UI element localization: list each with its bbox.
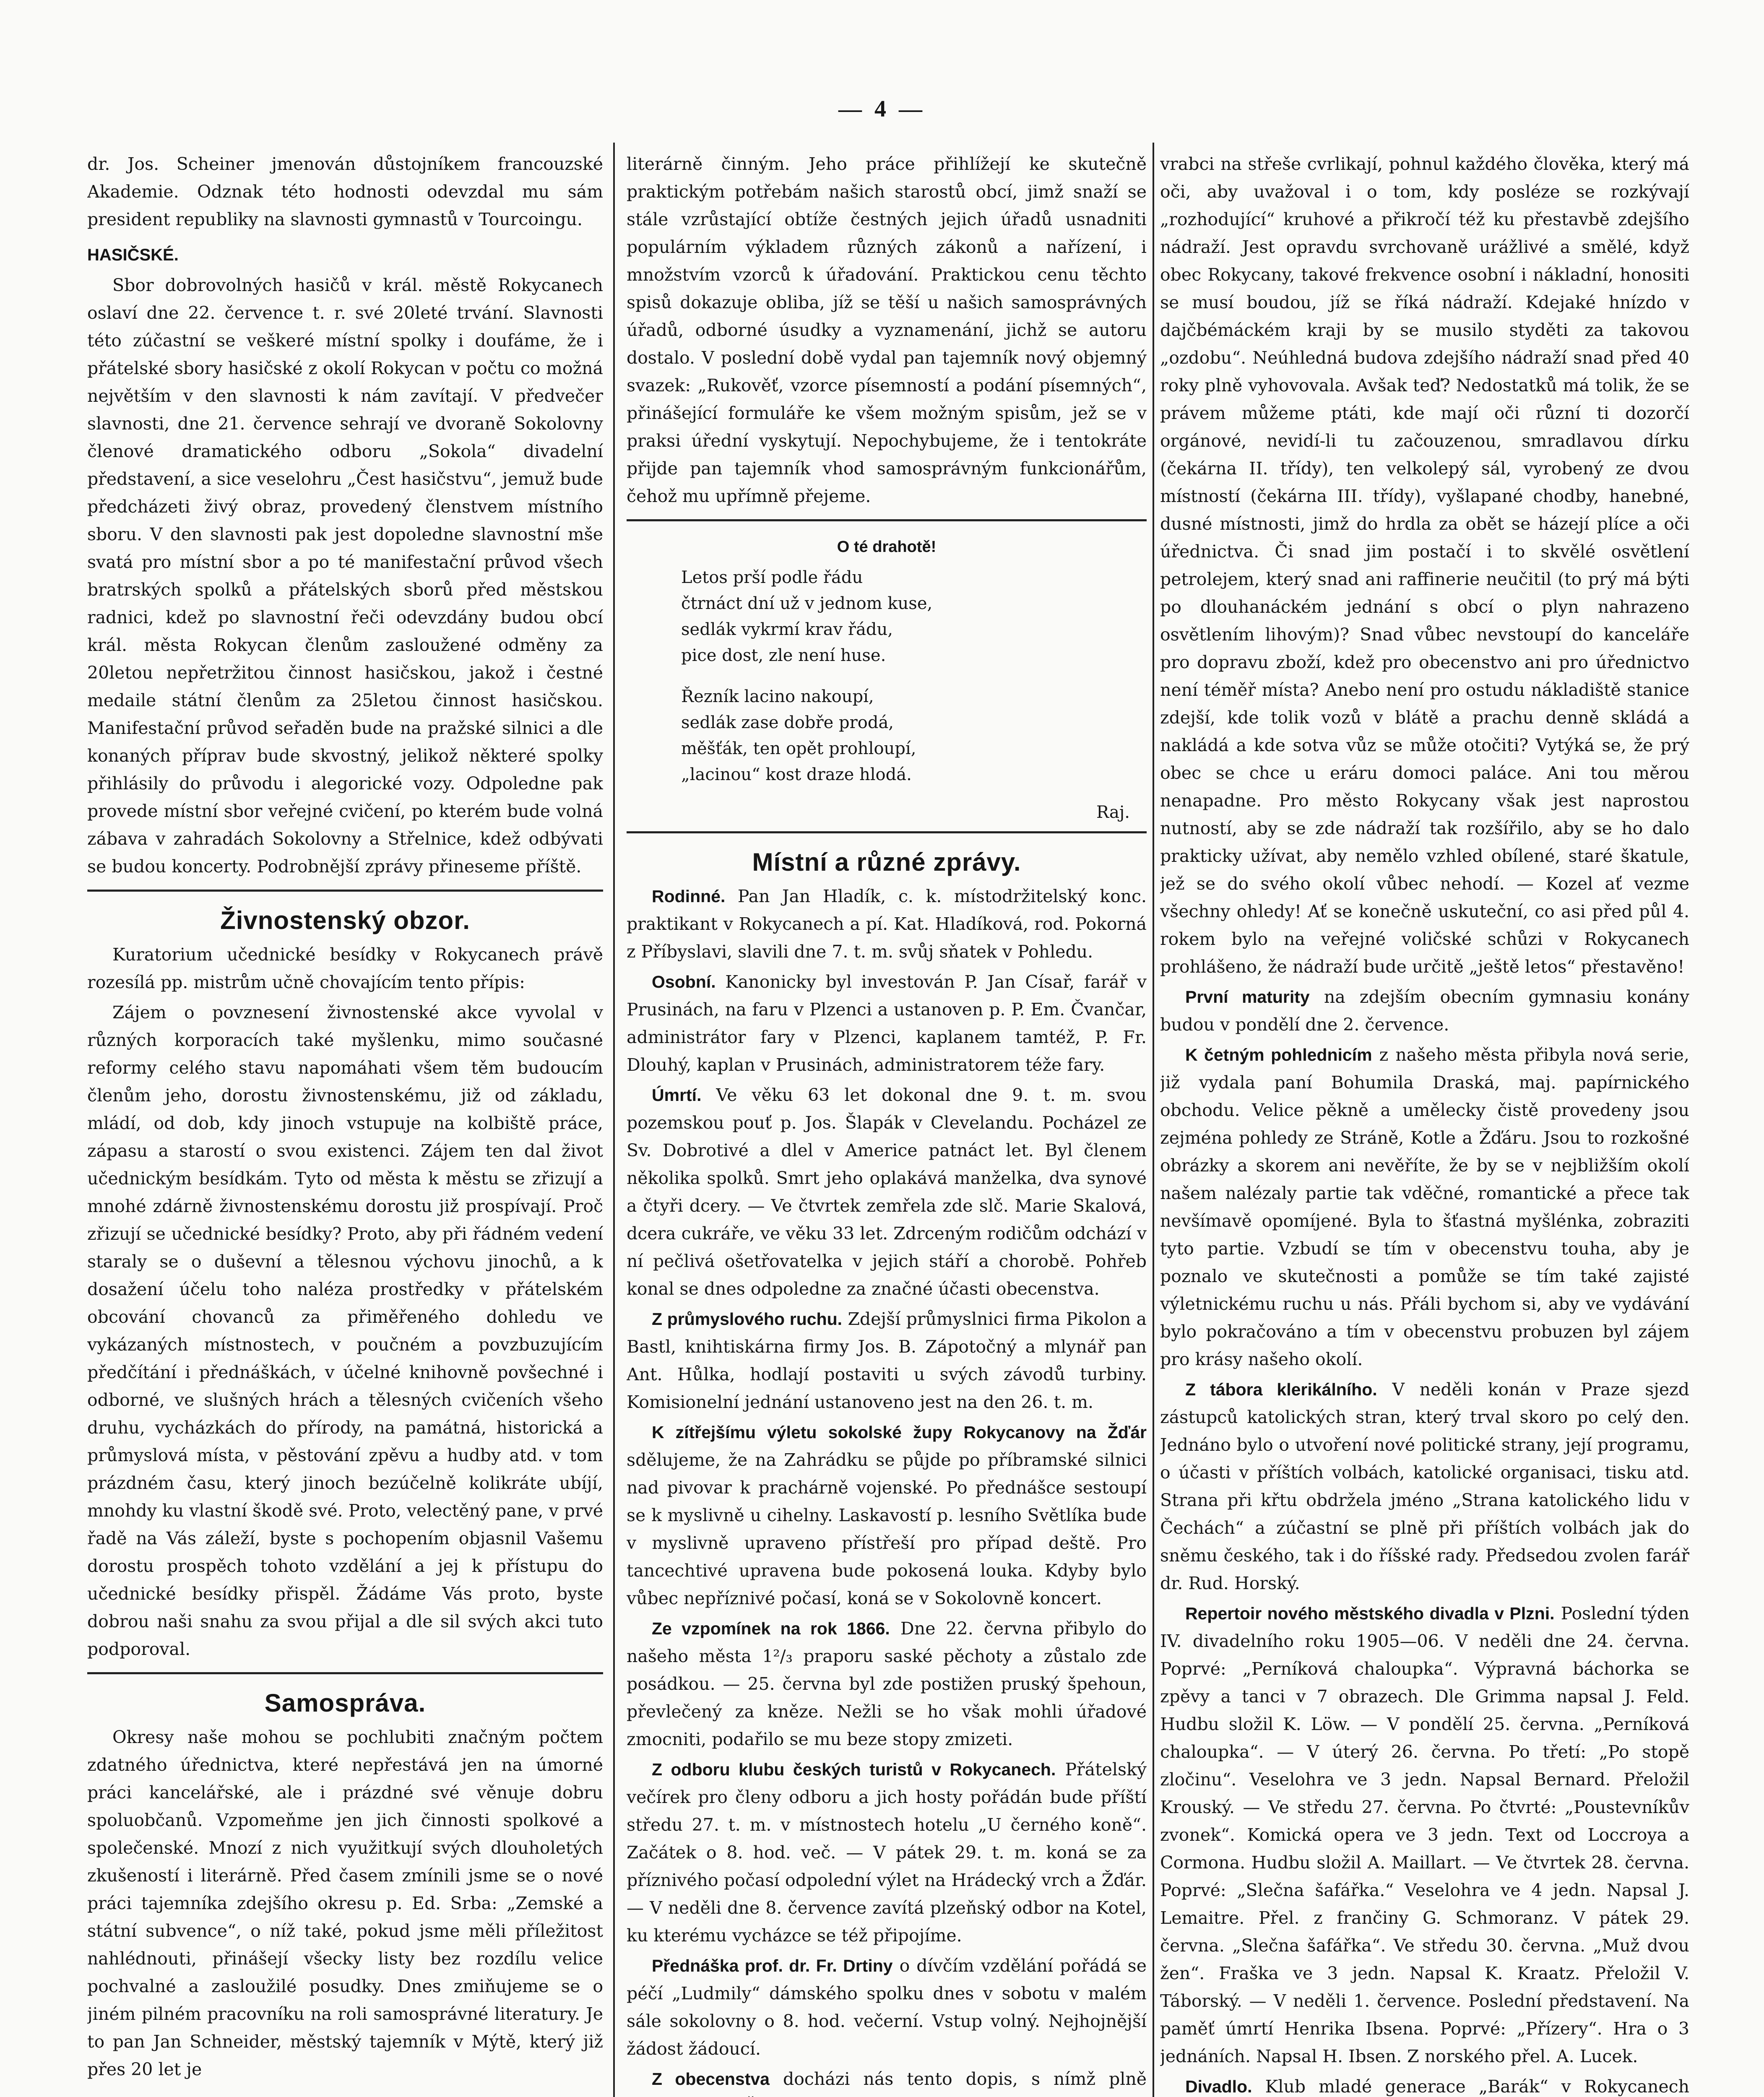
news-drtina (627, 1952, 1147, 2063)
article-samosprava-cont: literárně činným. Jeho práce přihlížejí ke skutečně praktickým potřebám našich starostů obcí, jimž snaží se stále vzrůstající obtíže čestných jejich úřadů usnadniti populárním výkladem různých zákonů a nařízení, i množstvím vzorců k úřadování. Praktickou cenu těchto spisů dokazuje obliba, jíž se těší u našich samosprávných úřadů, odborné úsudky a vyznamenání, jichž se autoru dostalo. V poslední době vydal pan tajemník nový objemný svazek: „Rukověť, vzorce písemností a podání písemných“, přinášející formuláře ke všem možným spisům, jež se v praksi úřední vyskytují. Nepochybujeme, že i tentokráte přijde pan tajemník vhod samosprávným funkcionářům, čehož mu upřímně přejeme. (627, 154, 1147, 506)
section-rule (87, 1672, 603, 1674)
news-text: Klub mladé generace „Barák“ v Rokycanech (1265, 2076, 1689, 2097)
poem-line: pice dost, zle není huse. (681, 646, 886, 665)
poem-line: „lacinou“ kost draze hlodá. (681, 765, 912, 784)
news-heading: Ze vzpomínek na rok 1866. (652, 1619, 890, 1638)
news-text: docházi nás tento dopis, s nímž plně (783, 2069, 1147, 2089)
column-1 (87, 150, 603, 2097)
news-text: Zdejší průmyslnici firma Pikolon a Bastl, knihtiskárna firmy Jos. B. Zápotočný a mlynář pan Ant. Hůlka, hodlají postaviti u svých závodů turbiny. Komisionelní jednání ustanoveno jest na den 26. t. m. (627, 1309, 1147, 1412)
poem-title: O té drahotě! (837, 538, 937, 556)
news-text: Poslední týden IV. divadelního roku 1905—06. V neděli dne 24. června. Poprvé: „Perníková chaloupka“. Výpravná báchorka se zpěvy a tanci v 7 obrazech. Dle Grimma napsal J. Feld. Hudbu složil K. Löw. — V pondělí 25. června. „Perníková chaloupka“. — V úterý 26. června. Po třetí: „Po stopě zločinu“. Veselohra ve 3 jedn. Napsal Bernard. Přeložil Krouský. — Ve středu 27. června. Po čtvrté: „Poustevníkův zvonek“. Komická opera ve 3 jedn. Text od Loccroya a Cormona. Hudbu složil A. Maillart. — Ve čtvrtek 28. června. Poprvé: „Slečna šafářka.“ Veselohra ve 4 jedn. Napsal J. Lemaitre. Přel. z frančiny G. Schmoranz. V pátek 29. června. „Slečna šafářka“. Ve středu 30. června. „Muž dvou žen“. Fraška ve 3 jedn. Napsal K. Kraatz. Přeložil V. Táborský. — V neděli 1. července. Poslední představení. Na paměť úmrtí Henrika Ibsena. Poprvé: „Přízery“. Hra o 3 jednáních. Napsal H. Ibsen. Z norského přel. A. Lucek. (1160, 1603, 1689, 2066)
poem (681, 565, 1147, 788)
news-prumysl (627, 1305, 1147, 1416)
news-text: V neděli konán v Praze sjezd zástupců katolických stran, který trval skoro po celý den. Jednáno bylo o utvoření nové politické strany, její programu, o účasti v příštích volbách, katolické organisaci, tisku atd. Strana při křtu obdržela jméno „Strana katolického lidu v Čechách“ a zúčastní se plně při příštích volbách jak do sněmu českého, tak i do říšské rady. Předsedou zvolen farář dr. Rud. Horský. (1160, 1379, 1689, 1593)
column-divider (1153, 143, 1154, 2097)
article-zivnostensky-body: Zájem o povznesení živnostenské akce vyvolal v různých korporacích také myšlenku, mimo současné reformy celého stavu napomáhati všem těm budoucím členům jeho, dorostu živnostenskému, již od základu, mládí, od dob, kdy jinoch vstupuje na kolbiště práce, zápasu a starostí o svou existenci. Zájem ten dal život učednickým besídkám. Tyto od města k městu se zřizují a mnohé zdárně živnostenskému dorostu již prospívají. Proč zřizují se učednické besídky? Proto, aby při řádném vedení staraly se o duševní a tělesnou výchovu jinochů, a k dosažení účelu toho naléza prostředky v přátelském obcování chovanců za přiměřeného dohledu ve vykázaných místnostech, v poučném a povzbuzujícím předčítání i přednáškách, v účelné knihovně povšechné i odborné, ve slušných hrách a tělesných cvičeních všeho druhu, vycházkách do přírody, na památná, historická a průmyslová místa, v pěstování zpěvu a hudby atd. v tom prázdném času, který jinoch bezúčelně kolikráte ubíjí, mnohdy ku vlastní škodě své. Proto, velectěný pane, v prvé řadě na Vás záleží, byste s pochopením objasnil Vašemu dorostu prospěch tohoto vzdělání a jej k přístupu do učednické besídky přispěl. Žádáme Vás proto, byste dobrou naši snahu za svou přijal a dle sil svých akci tuto podporoval. (87, 1002, 603, 1659)
section-title-zivnostensky: Živnostenský obzor. (220, 906, 470, 934)
news-heading: Z odboru klubu českých turistů v Rokycanech. (652, 1760, 1056, 1779)
section-heading-hasicske: HASIČSKÉ. (87, 246, 179, 264)
news-heading: Divadlo. (1185, 2077, 1252, 2096)
page-number: — 4 — (838, 96, 926, 122)
news-heading: Z tábora klerikálního. (1185, 1380, 1377, 1399)
news-repertoir (1160, 1600, 1689, 2070)
news-heading: Z průmyslového ruchu. (652, 1309, 843, 1329)
news-divadlo (1160, 2073, 1689, 2097)
poem-stanza-2 (681, 684, 1147, 788)
article-samosprava: Okresy naše mohou se pochlubiti značným počtem zdatného úřednictva, které nepřestává jen na úmorné práci kancelářské, ale i prázdné své věnuje dobru spoluobčanů. Vzpomeňme jen jich činnosti spolkové a společenské. Mnozí z nich využitkují svých dlouholetých zkušeností i literárně. Před časem zmínili jsme se o nové práci tajemníka zdejšího okresu p. Ed. Srba: „Zemské a státní subvence“, o níž také, pokud jsme měli příležitost nahlédnouti, přinášejí všecky listy bez rozdílu velice pochvalné a zasloužilé posudky. Dnes zmiňujeme se o jiném pilném pracovníku na roli samosprávné literatury. Je to pan Jan Schneider, městský tajemník v Mýtě, který již přes 20 let je (87, 1727, 603, 2079)
news-klerikal (1160, 1376, 1689, 1597)
news-vzpominek (627, 1615, 1147, 1753)
news-heading: K zítřejšímu výletu sokolské župy Rokycanovy na Žďár (652, 1423, 1147, 1442)
news-maturity (1160, 983, 1689, 1038)
news-heading: Rodinné. (652, 887, 726, 906)
poem-signature: Raj. (1096, 803, 1130, 822)
news-rodinne (627, 882, 1147, 965)
column-3 (1160, 150, 1689, 2097)
poem-line: sedlák zase dobře prodá, (681, 713, 894, 732)
news-heading: K četným pohlednicím (1185, 1045, 1372, 1064)
poem-stanza-1 (681, 565, 1147, 669)
poem-line: měšťák, ten opět prohloupí, (681, 739, 916, 758)
news-vylet (627, 1418, 1147, 1612)
news-text: Pan Jan Hladík, c. k. místodržitelský konc. praktikant v Rokycanech a pí. Kat. Hladíková, rod. Pokorná z Příbyslavi, slavili dne 7. t. m. svůj sňatek v Pohledu. (627, 886, 1147, 962)
article-zivnostensky-intro: Kuratorium učednické besídky v Rokycanech právě rozesílá pp. mistrům učně chovajícím tento přípis: (87, 944, 603, 992)
news-text: na zdejším obecním gymnasiu konány budou v pondělí dne 2. července. (1160, 987, 1689, 1035)
news-obecenstva (627, 2065, 1147, 2097)
news-osobni (627, 968, 1147, 1079)
news-heading: Přednáška prof. dr. Fr. Drtiny (652, 1956, 893, 1975)
column-divider (613, 143, 615, 2097)
poem-line: Řezník lacino nakoupí, (681, 687, 874, 706)
news-pohlednice (1160, 1041, 1689, 1373)
news-heading: Úmrtí. (652, 1085, 702, 1105)
news-text: Ve věku 63 let dokonal dne 9. t. m. svou pozemskou pouť p. Jos. Šlapák v Clevelandu. Pocházel ze Sv. Dobrotivé a dlel v Americe patnáct let. Byl členem několika spolků. Smrt jeho oplakává manželka, dva synové a čtyři dcery. — Ve čtvrtek zemřela zde slč. Marie Skalová, dcera cukráře, ve věku 33 let. Zdrceným rodičům odchází v ní pečlivá ošetřovatelka v jejich stáří a chorobě. Pohřeb konal se dnes odpoledne za značné účasti obecenstva. (627, 1085, 1147, 1299)
poem-line: sedlák vykrmí krav řádu, (681, 620, 893, 639)
article-nadrazi-cont: vrabci na střeše cvrlikají, pohnul každého člověka, který má oči, aby uvažoval i o tom, kdy posléze se rozkývají „rozhodující“ kruhové a přikročí též ku přestavbě zdejšího nádraží. Jest opravdu svrchovaně urážlivé a smělé, když obec Rokycany, takové frekvence osobní i nákladní, honositi se musí boudou, jíž se říká nádraží. Kdejaké hnízdo v dajčbémáckém kraji by se musilo styděti za takovou „ozdobu“. Neúhledná budova zdejšího nádraží snad před 40 roky plně vyhovovala. Avšak teď? Nedostatků má tolik, že se právem můžeme ptáti, kde mají oči různí ti dozorčí orgánové, nevidí-li tu začouzenou, smradlavou dírku (čekárna II. třídy), ten velkolepý sál, vyrobený ze dvou místností (čekárna III. třídy), vyšlapané chodby, hanebné, dusné místnosti, jimž do hrdla za obět se házejí plíce a oči úřednictva. Či snad jim postačí i to skvělé osvětlení petrolejem, který snad ani raffinerie neučitil (to prý má býti po dlouhanáckém jednání s obcí o plyn nahrazeno osvětlením lihovým)? Snad vůbec nevstoupí do kanceláře pro dopravu zboží, kdež pro obecenstvo ani pro úřednictvo není téměř místa? Anebo není pro ostudu nákladiště stanice zdejší, kde tolik vozů v blátě a prachu denně skládá a nakládá a kde sotva vůz se může otočiti? Vytýká se, že prý obec se chce u eráru domoci paláce. Ani tou měrou nenapadne. Pro město Rokycany však jest naprostou nutností, aby se zde nádraží tak rozšířilo, aby se ho dalo prakticky užívat, aby nemělo vzhled obílené, staré škatule, jež se do svého okolí vůbec nehodí. — Kozel ať vezme všechny ohledy! Ať se konečně uskuteční, co asi před půl 4. rokem bylo na veřejné voličské schůzi v Rokycanech prohlášeno, že nádraží bude určitě „ještě letos“ přestavěno! (1160, 154, 1689, 977)
section-rule (627, 519, 1147, 521)
section-title-mistni: Místní a různé zprávy. (752, 848, 1021, 876)
news-heading: Osobní. (652, 972, 716, 991)
news-text: Dne 22. června přibylo do našeho města 1²/₃ praporu saské pěchoty a zůstalo zde posádkou. — 25. června byl zde postižen pruský špehoun, převlečený za kněze. Nežli se ho však mohli úřadové zmocniti, podařilo se mu beze stopy zmizeti. (627, 1618, 1147, 1749)
news-turiste (627, 1756, 1147, 1949)
section-title-samosprava: Samospráva. (264, 1689, 426, 1717)
article-hasicske: Sbor dobrovolných hasičů v král. městě Rokycanech oslaví dne 22. července t. r. své 20leté trvání. Slavnosti této zúčastní se veškeré místní spolky i doufáme, že i přátelské sbory hasičské z okolí Rokycan v počtu co možná největším v den slavnosti k nám zavítají. V předvečer slavnosti, dne 21. července sehrají ve dvoraně Sokolovny členové dramatického odboru „Sokola“ divadelní představení, a sice veselohru „Čest hasičstvu“, jemuž bude předcházeti živý obraz, provedený členstvem místního sboru. V den slavnosti pak jest dopoledne slavnostní mše svatá pro místní sbor a po té manifestační průvod všech bratrských spolků a přátelských sborů před městskou radnici, kdež po slavnostní řeči odevzdány budou obcí král. města Rokycan členům zasloužené odměny za 20letou nepřetržitou činnost hasičskou, jakož i čestné medaile státní členům za 25letou činnost hasičskou. Manifestační průvod seřaděn bude na pražské silnici a dle konaných příprav bude skvostný, jelikož některé spolky přihlásily do průvodu i alegorické vozy. Odpoledne pak provede místní sbor veřejné cvičení, po kterém bude volná zábava v zahradách Sokolovny a Střelnice, kdež odbývati se budou koncerty. Podrobnější zprávy přineseme příště. (87, 275, 603, 877)
column-2 (627, 150, 1147, 2097)
poem-line: čtrnáct dní už v jednom kuse, (681, 594, 933, 613)
news-heading: Repertoir nového městského divadla v Plzni. (1185, 1604, 1555, 1623)
news-umrti (627, 1081, 1147, 1303)
section-rule (627, 831, 1147, 833)
news-heading: První maturity (1185, 987, 1310, 1007)
section-rule (87, 890, 603, 892)
news-text: sdělujeme, že na Zahrádku se půjde po příbramské silnici nad pivovar k prachárně vojenské. Po přednášce sestoupí se k myslivně u cihelny. Laskavostí p. lesního Světlíka bude v myslivně upraveno přístřeší pro případ deště. Pro tancechtivé upravena bude pokosená louka. Kdyby bylo vůbec nepříznivé počasí, koná se v Sokolovně koncert. (627, 1450, 1147, 1608)
news-text: o dívčím vzdělání pořádá se péčí „Ludmily“ dámského spolku dnes v sobotu v malém sále sokolovny o 8. hod. večerní. Vstup volný. Nejhojnější žádost žádoucí. (627, 1956, 1147, 2059)
news-text: z našeho města přibyla nová serie, již vydala paní Bohumila Draská, maj. papírnického obchodu. Velice pěkně a umělecky čistě provedeny jsou zejména pohledy ze Stráně, Kotle a Žďáru. Jsou to rozkošné obrázky a skorem ani nevěříte, že by se v nejbližším okolí našem nalézaly partie tak vděčné, romantické a přece tak nevšímavě opomíjené. Byla to šťastná myšlénka, zobraziti tyto partie. Vzbudí se tím v obecenstvu touha, aby je poznalo ve skutečnosti a pomůže se tím také zajisté výletnickému ruchu u nás. Přáli bychom si, aby ve vydávání bylo pokračováno a tím v obecenstvu probuzen byl zájem pro krásy našeho okolí. (1160, 1045, 1689, 1369)
news-heading: Z obecenstva (652, 2069, 770, 2089)
news-text: Přátelský večírek pro členy odboru a jich hosty pořádán bude příští středu 27. t. m. v místnostech hotelu „U černého koně“. Začátek o 8. hod. več. — V pátek 29. t. m. koná se za příznivého počasí odpolední výlet na Hrádecký vrch a Žďár. — V neděli dne 8. července zavítá plzeňský odbor na Kotel, ku kterému vycházce se též připojíme. (627, 1759, 1147, 1946)
news-text: Kanonicky byl investován P. Jan Císař, farář v Prusinách, na faru v Plzenci a ustanoven p. P. Em. Čvančar, administrátor fary v Plzenci, kaplanem tamtéž, P. Fr. Dlouhý, kaplan v Prusinách, administratorem téže fary. (627, 972, 1147, 1075)
article-scheiner: dr. Jos. Scheiner jmenován důstojníkem francouzské Akademie. Odznak této hodnosti odevzdal mu sám president republiky na slavnosti gymnastů v Tourcoingu. (87, 154, 603, 229)
poem-line: Letos prší podle řádu (681, 568, 863, 587)
